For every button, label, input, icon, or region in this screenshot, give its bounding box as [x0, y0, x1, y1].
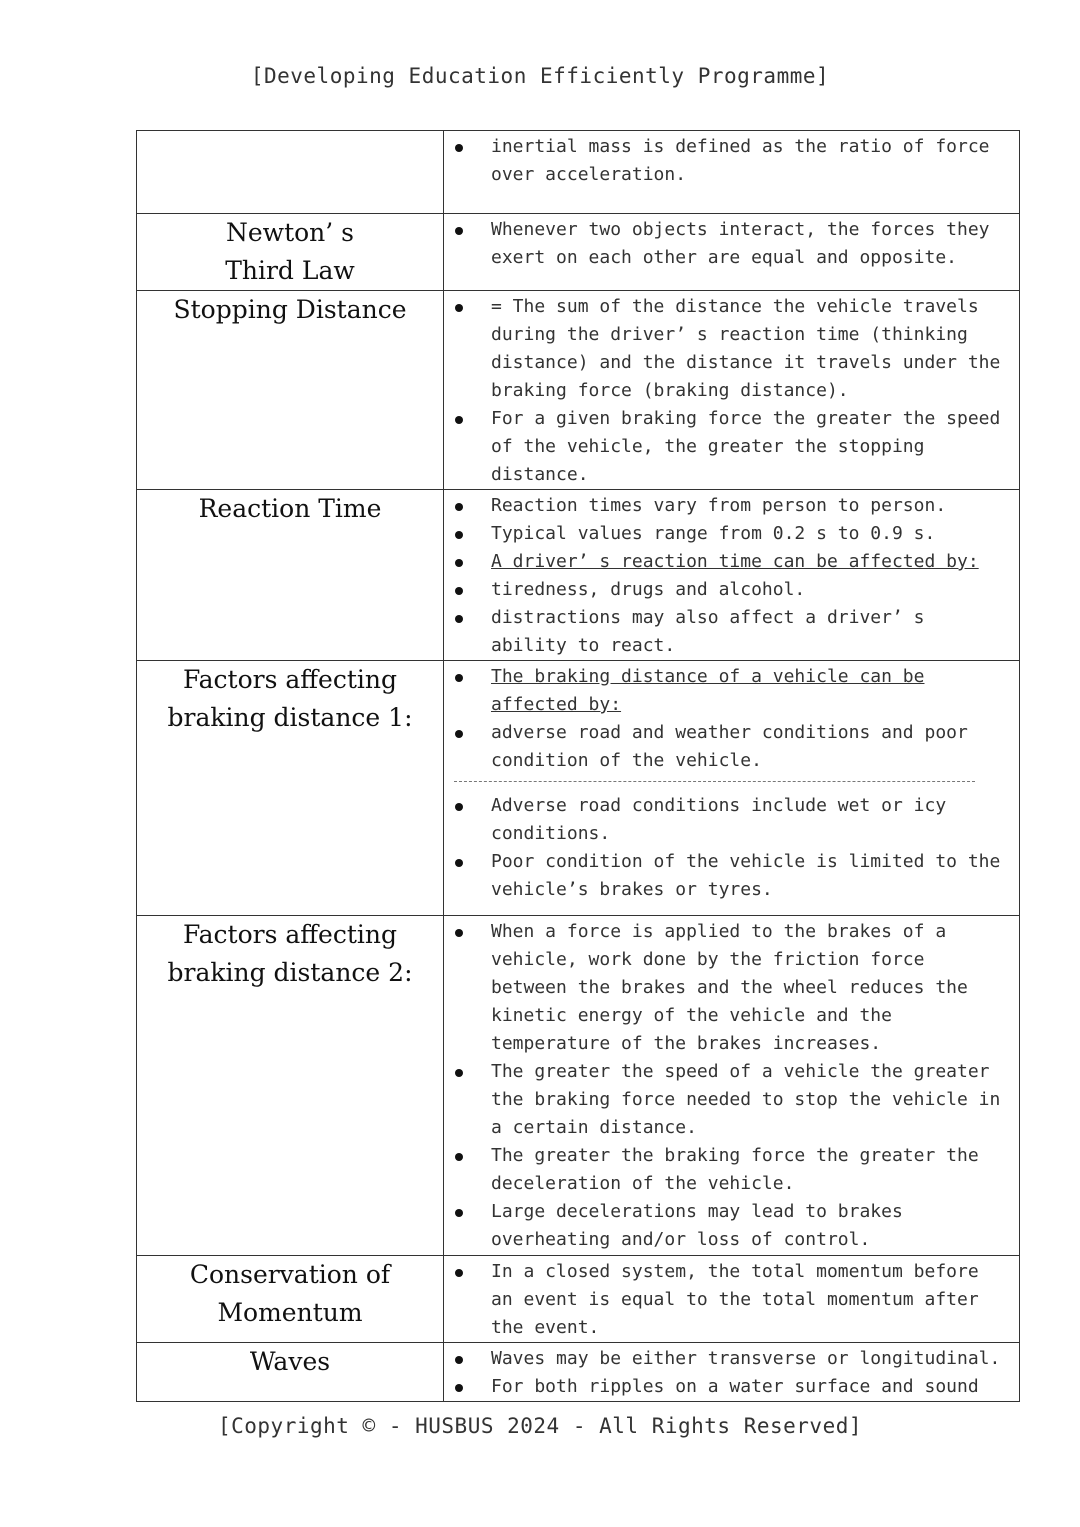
bullet-item: = The sum of the distance the vehicle travels during the driver’ s reaction time (thinking distance) and the distance it travels under the braking force (braking distance).: [444, 293, 1007, 405]
bullet-item: In a closed system, the total momentum before an event is equal to the total momentum after the event.: [444, 1258, 1007, 1342]
bullet-item: Poor condition of the vehicle is limited to the vehicle’s brakes or tyres.: [444, 848, 1007, 904]
bullet-item: tiredness, drugs and alcohol.: [444, 576, 1007, 604]
page-footer: [Copyright © - HUSBUS 2024 - All Rights Reserved]: [217, 1414, 862, 1438]
bullet-item: Waves may be either transverse or longitudinal.: [444, 1345, 1007, 1373]
term-label: Momentum: [217, 1298, 363, 1327]
definition-cell: [444, 661, 1020, 916]
table-row: [137, 214, 1020, 291]
term-cell: [137, 1256, 444, 1343]
bullet-item: Reaction times vary from person to person.: [444, 492, 1007, 520]
bullet-item: Typical values range from 0.2 s to 0.9 s.: [444, 520, 1007, 548]
bullet-item: When a force is applied to the brakes of a vehicle, work done by the friction force between the brakes and the wheel reduces the kinetic energy of the vehicle and the temperature of the brakes increases.: [444, 918, 1007, 1058]
page-header: [Developing Education Efficiently Programme]: [250, 64, 830, 88]
bullet-item: adverse road and weather conditions and poor condition of the vehicle.: [444, 719, 1007, 775]
bullet-item: The braking distance of a vehicle can be affected by:: [444, 663, 1007, 719]
term-label: Reaction Time: [198, 494, 382, 523]
term-label: Waves: [249, 1347, 331, 1376]
table-row: [137, 490, 1020, 661]
table-row: [137, 291, 1020, 490]
bullet-item: For a given braking force the greater the speed of the vehicle, the greater the stopping distance.: [444, 405, 1007, 489]
term-label: Newton’ s: [226, 218, 354, 247]
definition-cell: [444, 214, 1020, 291]
term-label: Third Law: [225, 256, 355, 285]
term-cell: [137, 661, 444, 916]
bullet-item: The greater the speed of a vehicle the greater the braking force needed to stop the vehicle in a certain distance.: [444, 1058, 1007, 1142]
term-cell: [137, 1343, 444, 1402]
definition-cell: [444, 1256, 1020, 1343]
revision-notes-table: [136, 130, 1020, 1402]
table-row: [137, 1256, 1020, 1343]
term-label: Stopping Distance: [173, 295, 407, 324]
definition-cell: [444, 291, 1020, 490]
term-cell: [137, 916, 444, 1256]
term-cell: [137, 490, 444, 661]
definition-cell: [444, 916, 1020, 1256]
bullet-item: Adverse road conditions include wet or icy conditions.: [444, 792, 1007, 848]
term-label: Factors affecting: [183, 920, 397, 949]
bullet-item: Large decelerations may lead to brakes overheating and/or loss of control.: [444, 1198, 1007, 1254]
term-cell: [137, 131, 444, 214]
bullet-item: A driver’ s reaction time can be affected by:: [444, 548, 1007, 576]
table-row: [137, 916, 1020, 1256]
bullet-item: Whenever two objects interact, the forces they exert on each other are equal and opposite.: [444, 216, 1007, 272]
table-row: [137, 1343, 1020, 1402]
term-cell: [137, 291, 444, 490]
bullet-item: For both ripples on a water surface and sound: [444, 1373, 1007, 1401]
term-label: Conservation of: [189, 1260, 391, 1289]
definition-cell: [444, 1343, 1020, 1402]
bullet-item: The greater the braking force the greater the deceleration of the vehicle.: [444, 1142, 1007, 1198]
term-cell: [137, 214, 444, 291]
definition-cell: [444, 490, 1020, 661]
dashed-divider: [454, 781, 975, 782]
table-row: [137, 131, 1020, 214]
bullet-item: distractions may also affect a driver’ s ability to react.: [444, 604, 1007, 660]
definition-cell: [444, 131, 1020, 214]
term-label: braking distance 1:: [167, 703, 413, 732]
table-row: [137, 661, 1020, 916]
term-label: Factors affecting: [183, 665, 397, 694]
term-label: braking distance 2:: [167, 958, 413, 987]
bullet-item: inertial mass is defined as the ratio of force over acceleration.: [444, 133, 1007, 189]
